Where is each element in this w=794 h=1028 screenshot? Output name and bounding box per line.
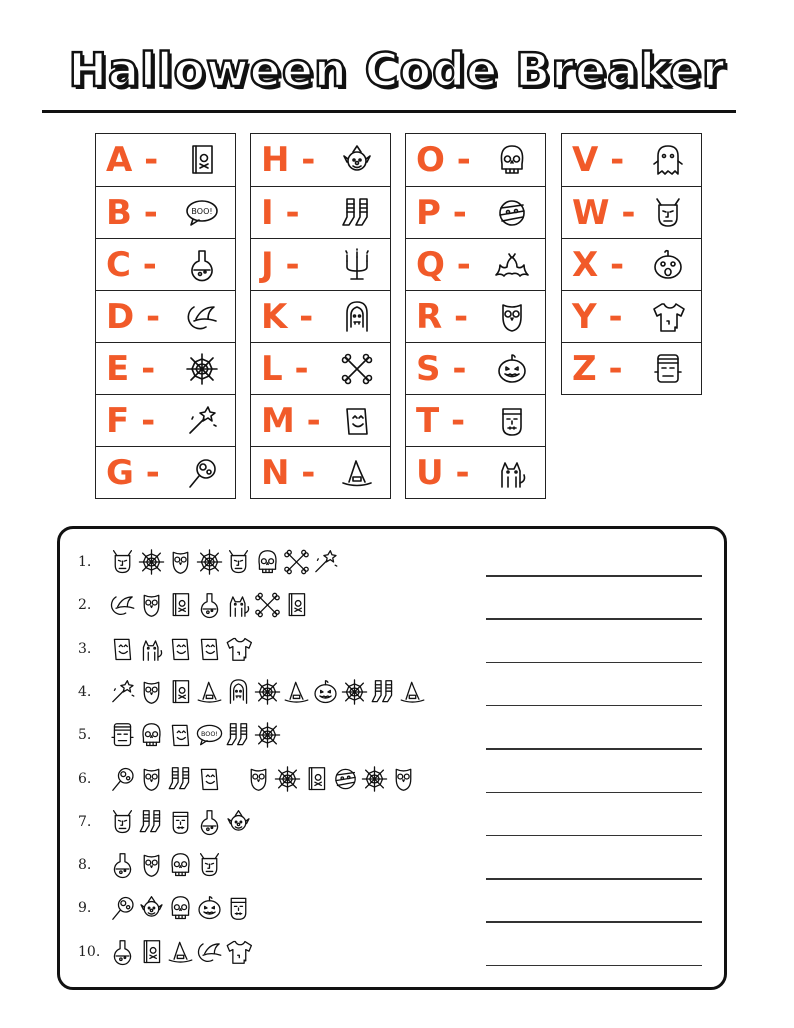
devil-icon: [650, 195, 686, 231]
key-letter: W -: [572, 192, 636, 233]
key-letter: G -: [106, 452, 160, 493]
potion-flask-icon: [195, 588, 224, 622]
key-cell: [405, 395, 546, 447]
page-title: Halloween Code Breaker: [68, 43, 726, 97]
key-letter: D -: [106, 296, 161, 337]
spider-web-icon: [340, 675, 369, 709]
torn-shirt-icon: [224, 935, 253, 969]
puzzle-number: 4.: [78, 683, 92, 700]
key-letter: U -: [416, 452, 470, 493]
key-cell: [95, 343, 236, 395]
jack-o-lantern-icon: [494, 351, 530, 387]
answer-line[interactable]: [486, 792, 702, 794]
striped-socks-icon: [224, 718, 253, 752]
key-cell: [561, 239, 702, 291]
puzzle-number: 2.: [78, 597, 92, 614]
spider-web-icon: [184, 351, 220, 387]
skull-icon: [166, 891, 195, 925]
answer-line[interactable]: [486, 835, 702, 837]
witch-hat-moon-icon: [195, 935, 224, 969]
owl-icon: [137, 675, 166, 709]
crossbones-icon: [282, 545, 311, 579]
cipher-icons: [108, 718, 282, 754]
key-cell: [250, 187, 391, 239]
mummy-icon: [331, 762, 360, 796]
key-cell: [95, 395, 236, 447]
puzzle-row: [78, 935, 708, 971]
key-cell: [561, 187, 702, 239]
striped-socks-icon: [166, 762, 195, 796]
key-letter: I -: [261, 192, 300, 233]
skull-icon: [494, 142, 530, 178]
svg-text:BOO!: BOO!: [191, 206, 213, 216]
owl-icon: [494, 299, 530, 335]
skull-icon: [253, 545, 282, 579]
key-letter: B -: [106, 192, 158, 233]
key-letter: M -: [261, 400, 321, 441]
key-cell: [95, 239, 236, 291]
witch-hat-icon: [398, 675, 427, 709]
puzzle-number: 5.: [78, 727, 92, 744]
striped-socks-icon: [339, 195, 375, 231]
spider-web-icon: [273, 762, 302, 796]
witch-hat-moon-icon: [184, 299, 220, 335]
boo-bubble-icon: [195, 718, 224, 752]
pumpkin-card-icon: [195, 762, 224, 796]
clown-icon: [137, 891, 166, 925]
title-divider: [42, 110, 736, 113]
key-cell: [405, 291, 546, 343]
owl-icon: [137, 848, 166, 882]
scared-pumpkin-icon: [650, 247, 686, 283]
pumpkin-card-icon: [108, 632, 137, 666]
key-letter: S -: [416, 348, 467, 389]
key-column: [95, 133, 236, 499]
frankenstein-icon: [494, 403, 530, 439]
answer-line[interactable]: [486, 748, 702, 750]
key-letter: R -: [416, 296, 469, 337]
vampire-icon: [339, 299, 375, 335]
key-cell: [405, 133, 546, 187]
skull-icon: [166, 848, 195, 882]
cipher-icons: [108, 632, 253, 668]
key-cell: [405, 187, 546, 239]
key-letter: O -: [416, 140, 471, 180]
spell-book-icon: [282, 588, 311, 622]
candelabra-icon: [339, 247, 375, 283]
puzzle-row: [78, 632, 708, 668]
striped-socks-icon: [137, 805, 166, 839]
clown-icon: [224, 805, 253, 839]
key-letter: X -: [572, 244, 625, 285]
key-letter: L -: [261, 348, 309, 389]
cipher-icons: [108, 545, 340, 581]
pumpkin-card-icon: [166, 718, 195, 752]
key-cell: [95, 187, 236, 239]
key-cell: [405, 343, 546, 395]
vampire-icon: [224, 675, 253, 709]
devil-icon: [195, 848, 224, 882]
puzzle-row: [78, 848, 708, 884]
spell-book-icon: [166, 675, 195, 709]
key-letter: P -: [416, 192, 467, 233]
puzzle-number: 3.: [78, 640, 92, 657]
witch-hat-icon: [282, 675, 311, 709]
key-column: [561, 133, 702, 395]
frankenstein-head-icon: [650, 351, 686, 387]
boo-bubble-icon: [184, 195, 220, 231]
cat-icon: [494, 455, 530, 491]
key-cell: [95, 291, 236, 343]
cipher-icons: [108, 891, 253, 927]
torn-shirt-icon: [650, 299, 686, 335]
ghost-icon: [650, 142, 686, 178]
answer-line[interactable]: [486, 921, 702, 923]
witch-hat-icon: [339, 455, 375, 491]
key-column: [405, 133, 546, 499]
jack-o-lantern-icon: [195, 891, 224, 925]
owl-icon: [244, 762, 273, 796]
striped-socks-icon: [369, 675, 398, 709]
owl-icon: [166, 545, 195, 579]
devil-icon: [108, 805, 137, 839]
spell-book-icon: [166, 588, 195, 622]
cipher-icons: [108, 588, 311, 624]
cipher-icons: [108, 935, 253, 971]
magic-wand-icon: [311, 545, 340, 579]
puzzle-number: 6.: [78, 770, 92, 787]
puzzle-row: [78, 588, 708, 624]
answer-line[interactable]: [486, 705, 702, 707]
key-letter: F -: [106, 400, 156, 441]
word-gap: [224, 762, 244, 798]
key-letter: N -: [261, 452, 316, 493]
puzzle-row: [78, 805, 708, 841]
key-cell: [250, 395, 391, 447]
potion-flask-icon: [108, 848, 137, 882]
devil-icon: [224, 545, 253, 579]
witch-hat-icon: [195, 675, 224, 709]
key-letter: Q -: [416, 244, 471, 285]
key-cell: [561, 343, 702, 395]
frankenstein-head-icon: [108, 718, 137, 752]
key-letter: Y -: [572, 296, 623, 337]
key-cell: [250, 133, 391, 187]
key-letter: Z -: [572, 348, 623, 389]
owl-icon: [137, 762, 166, 796]
answer-line[interactable]: [486, 575, 702, 577]
key-cell: [95, 447, 236, 499]
witch-hat-icon: [166, 935, 195, 969]
key-cell: [250, 447, 391, 499]
bat-icon: [494, 247, 530, 283]
key-cell: [95, 133, 236, 187]
magic-wand-icon: [108, 675, 137, 709]
cipher-icons: [108, 762, 418, 798]
skull-icon: [137, 718, 166, 752]
spider-web-icon: [253, 675, 282, 709]
cat-icon: [224, 588, 253, 622]
key-column: [250, 133, 391, 499]
lollipop-icon: [184, 455, 220, 491]
puzzle-row: [78, 545, 708, 581]
key-letter: H -: [261, 140, 316, 180]
key-letter: C -: [106, 244, 157, 285]
key-letter: V -: [572, 140, 625, 180]
key-cell: [561, 133, 702, 187]
puzzle-row: [78, 762, 708, 798]
witch-hat-moon-icon: [108, 588, 137, 622]
key-cell: [561, 291, 702, 343]
key-letter: A -: [106, 140, 159, 180]
pumpkin-card-icon: [339, 403, 375, 439]
pumpkin-card-icon: [166, 632, 195, 666]
puzzle-number: 9.: [78, 900, 92, 917]
cat-icon: [137, 632, 166, 666]
spider-web-icon: [253, 718, 282, 752]
torn-shirt-icon: [224, 632, 253, 666]
key-cell: [405, 447, 546, 499]
puzzle-row: [78, 718, 708, 754]
owl-icon: [389, 762, 418, 796]
spider-web-icon: [137, 545, 166, 579]
devil-icon: [108, 545, 137, 579]
cipher-icons: [108, 805, 253, 841]
cipher-icons: [108, 848, 224, 884]
potion-flask-icon: [108, 935, 137, 969]
key-letter: J -: [261, 244, 300, 285]
puzzle-number: 1.: [78, 554, 92, 570]
crossbones-icon: [339, 351, 375, 387]
puzzle-number: 10.: [78, 943, 101, 960]
pumpkin-card-icon: [195, 632, 224, 666]
puzzle-row: [78, 891, 708, 927]
crossbones-icon: [253, 588, 282, 622]
svg-text:BOO!: BOO!: [200, 729, 219, 738]
potion-flask-icon: [184, 247, 220, 283]
key-letter: K -: [261, 296, 314, 337]
key-cell: [250, 343, 391, 395]
frankenstein-icon: [166, 805, 195, 839]
answer-line[interactable]: [486, 618, 702, 620]
frankenstein-icon: [224, 891, 253, 925]
answer-line[interactable]: [486, 965, 702, 967]
magic-wand-icon: [184, 403, 220, 439]
answer-line[interactable]: [486, 878, 702, 880]
spider-web-icon: [360, 762, 389, 796]
key-cell: [250, 239, 391, 291]
spider-web-icon: [195, 545, 224, 579]
key-cell: [250, 291, 391, 343]
puzzle-row: [78, 675, 708, 711]
jack-o-lantern-icon: [311, 675, 340, 709]
potion-flask-icon: [195, 805, 224, 839]
owl-icon: [137, 588, 166, 622]
key-letter: T -: [416, 400, 466, 441]
answer-line[interactable]: [486, 662, 702, 664]
cipher-icons: [108, 675, 427, 711]
puzzle-number: 8.: [78, 857, 92, 874]
mummy-icon: [494, 195, 530, 231]
spell-book-icon: [302, 762, 331, 796]
spell-book-icon: [137, 935, 166, 969]
lollipop-icon: [108, 891, 137, 925]
puzzle-number: 7.: [78, 813, 92, 830]
key-letter: E -: [106, 348, 156, 389]
clown-icon: [339, 142, 375, 178]
key-cell: [405, 239, 546, 291]
lollipop-icon: [108, 762, 137, 796]
spell-book-icon: [184, 142, 220, 178]
